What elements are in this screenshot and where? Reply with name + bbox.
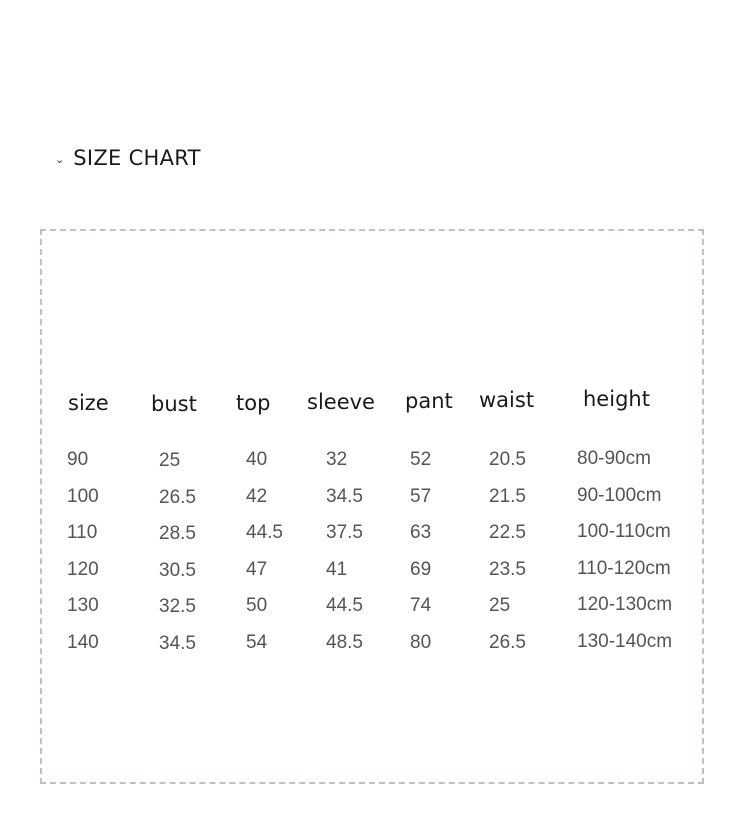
table-cell: 23.5 — [489, 559, 526, 580]
table-cell: 34.5 — [159, 633, 196, 654]
table-cell: 90 — [67, 449, 89, 470]
col-header-size: size — [68, 391, 109, 415]
table-cell: 110-120cm — [577, 558, 671, 579]
col-header-height: height — [583, 387, 650, 411]
table-cell: 100 — [67, 486, 99, 507]
size-chart-header[interactable] — [55, 143, 201, 173]
table-cell: 40 — [246, 449, 268, 470]
col-header-pant: pant — [405, 389, 453, 413]
col-header-sleeve: sleeve — [307, 390, 375, 414]
size-chart-table — [40, 229, 704, 784]
table-cell: 120 — [67, 559, 99, 580]
table-cell: 80-90cm — [577, 448, 651, 469]
table-cell: 50 — [246, 595, 268, 616]
table-cell: 21.5 — [489, 486, 526, 507]
table-cell: 54 — [246, 632, 268, 653]
table-cell: 130-140cm — [577, 631, 673, 652]
table-cell: 25 — [489, 595, 511, 616]
table-cell: 140 — [67, 632, 99, 653]
table-cell: 69 — [410, 559, 432, 580]
chevron-down-icon: ⌄ — [55, 153, 65, 166]
table-cell: 25 — [159, 450, 181, 471]
table-cell: 20.5 — [489, 449, 526, 470]
table-cell: 41 — [326, 559, 348, 580]
table-cell: 48.5 — [326, 632, 363, 653]
table-cell: 28.5 — [159, 523, 196, 544]
table-cell: 120-130cm — [577, 594, 673, 615]
table-cell: 110 — [67, 522, 98, 543]
table-cell: 42 — [246, 486, 268, 507]
col-header-waist: waist — [479, 388, 535, 412]
section-title: SIZE CHART — [73, 146, 201, 170]
table-cell: 34.5 — [326, 486, 363, 507]
table-cell: 26.5 — [489, 632, 526, 653]
table-cell: 74 — [410, 595, 432, 616]
table-cell: 130 — [67, 595, 99, 616]
table-cell: 26.5 — [159, 487, 196, 508]
col-header-bust: bust — [151, 392, 197, 416]
table-cell: 63 — [410, 522, 432, 543]
table-cell: 90-100cm — [577, 485, 662, 506]
table-cell: 47 — [246, 559, 268, 580]
table-cell: 30.5 — [159, 560, 196, 581]
table-cell: 32.5 — [159, 596, 196, 617]
col-header-top: top — [236, 391, 271, 415]
table-cell: 22.5 — [489, 522, 526, 543]
table-cell: 37.5 — [326, 522, 363, 543]
table-cell: 80 — [410, 632, 432, 653]
table-cell: 57 — [410, 486, 432, 507]
table-cell: 44.5 — [326, 595, 363, 616]
table-cell: 44.5 — [246, 522, 283, 543]
table-cell: 100-110cm — [577, 521, 671, 542]
table-cell: 32 — [326, 449, 348, 470]
table-cell: 52 — [410, 449, 432, 470]
